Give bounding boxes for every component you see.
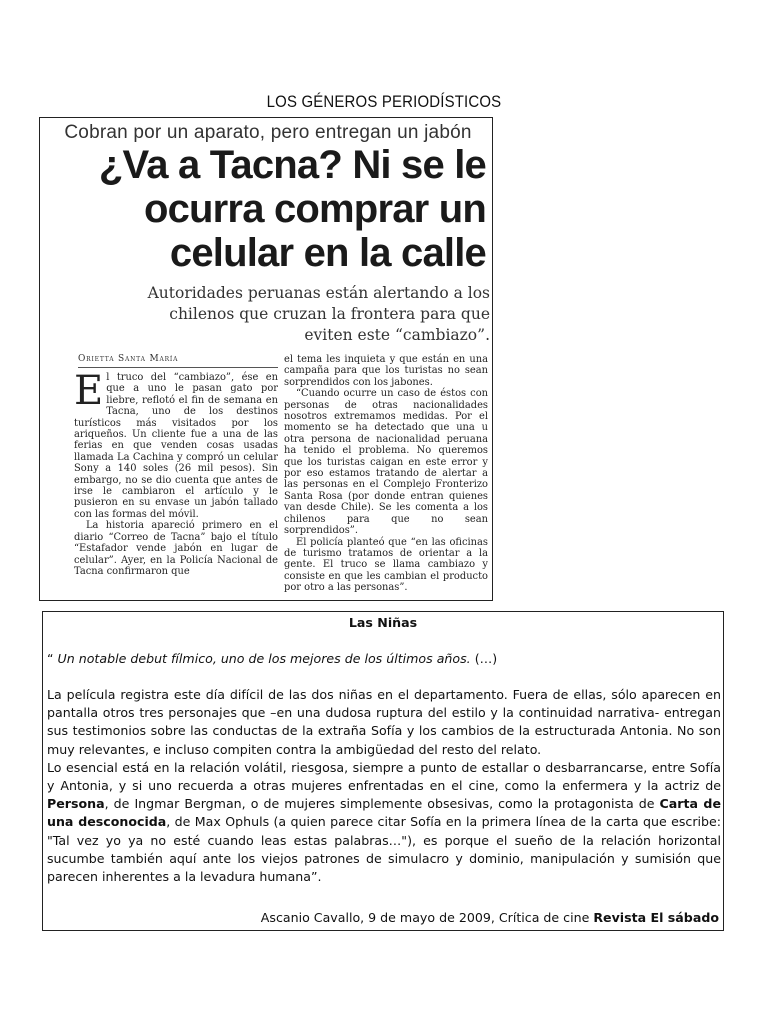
review-body [47, 686, 721, 886]
film-review-box [42, 611, 724, 931]
newspaper-clipping [39, 117, 493, 601]
deck-line: Autoridades peruanas están alertando a los [147, 284, 490, 302]
page-title: LOS GÉNEROS PERIODÍSTICOS [266, 92, 502, 111]
headline-line: ocurra comprar un [143, 187, 486, 231]
byline-divider [78, 367, 278, 368]
article-paragraph: El truco del “cambiazo”, ése en que a uno le pasan gato por liebre, reflotó el fin de semana en Tacna, uno de los destinos turísticos más visitados por los ariqueños. Un cliente fue a una de las ferias en que venden cosas usadas llamada La Cachina y compró un celular Sony a 140 soles (26 mil pesos). Sin embargo, no se dio cuenta que antes de irse le cambiaron el artículo y le pusieron en su envase un jabón tallado con las formas del móvil. [74, 368, 278, 520]
article-column-right [284, 354, 488, 594]
headline-line: celular en la calle [169, 231, 486, 275]
publication-name: Revista El sábado [593, 910, 719, 925]
film-title-persona: Persona [47, 796, 105, 812]
review-title: Las Niñas [348, 615, 418, 630]
article-paragraph: El policía planteó que “en las oficinas de turismo tratamos de orientar a la gente. El truco se llama cambiazo y consiste en que les cambian el producto por otro a las personas”. [284, 536, 488, 594]
article-byline: Orietta Santa María [78, 354, 179, 364]
review-signature: Ascanio Cavallo, 9 de mayo de 2009, Crítica de cine Revista El sábado [260, 910, 719, 925]
review-paragraph: La película registra este día difícil de las dos niñas en el departamento. Fuera de ellas, sólo aparecen en pantalla otros tres personajes que –en una dudosa ruptura del estilo y la continuidad narrativa- entregan sus testimonios sobre las conductas de la extraña Sofía y los cambios de la estructurada Antonia. No son muy relevantes, e incluso compiten contra la ambigüedad del resto del relato. [47, 687, 721, 757]
review-pull-quote: “ Un notable debut fílmico, uno de los mejores de los últimos años. (…) [47, 651, 498, 666]
article-paragraph: La historia apareció primero en el diario “Correo de Tacna” bajo el título “Estafador vende jabón en lugar de celular”. Ayer, en la Policía Nacional de Tacna confirmaron que [74, 520, 278, 577]
deck-line: eviten este “cambiazo”. [304, 326, 490, 344]
article-kicker: Cobran por un aparato, pero entregan un jabón [64, 122, 472, 143]
film-title-carta: Carta de una desconocida [47, 796, 721, 830]
headline-line: ¿Va a Tacna? Ni se le [98, 143, 486, 187]
quote-text: Un notable debut fílmico, uno de los mejores de los últimos años. [57, 651, 471, 666]
article-paragraph: el tema les inquieta y que están en una campaña para que los turistas no sean sorprendidos con los jabones. [284, 354, 488, 388]
article-headline [42, 143, 486, 275]
article-paragraph: “Cuando ocurre un caso de éstos con personas de otras nacionalidades nosotros extremamos medidas. Por el momento se ha detectado que una u otra persona de nacionalidad peruana ha tenido el problema. No queremos que los turistas caigan en este error y por eso estamos tratando de alertar a las personas en el Complejo Fronterizo Santa Rosa (por donde entran quienes van desde Chile). Se les comenta a los chilenos para que no sean sorprendidos”. [284, 388, 488, 537]
review-paragraph: Lo esencial está en la relación volátil, riesgosa, siempre a punto de estallar o desbarrancarse, entre Sofía y Antonia, y si uno recuerda a otras mujeres enfrentadas en el cine, como la enfermera y la actriz de Persona, de Ingmar Bergman, o de mujeres simplemente obsesivas, como la protagonista de Carta de una desconocida, de Max Ophuls (a quien parece citar Sofía en la primera línea de la carta que escribe: "Tal vez yo ya no esté cuando leas estas palabras…"), es porque el sueño de la relación horizontal sucumbe también aquí ante los viejos patrones de simulacro y dominio, manipulación y sumisión que parecen inherentes a la levadura humana”. [47, 759, 721, 885]
drop-cap: E [74, 368, 104, 414]
article-column-left [74, 368, 278, 577]
article-deck [80, 283, 490, 346]
deck-line: chilenos que cruzan la frontera para que [169, 305, 490, 323]
